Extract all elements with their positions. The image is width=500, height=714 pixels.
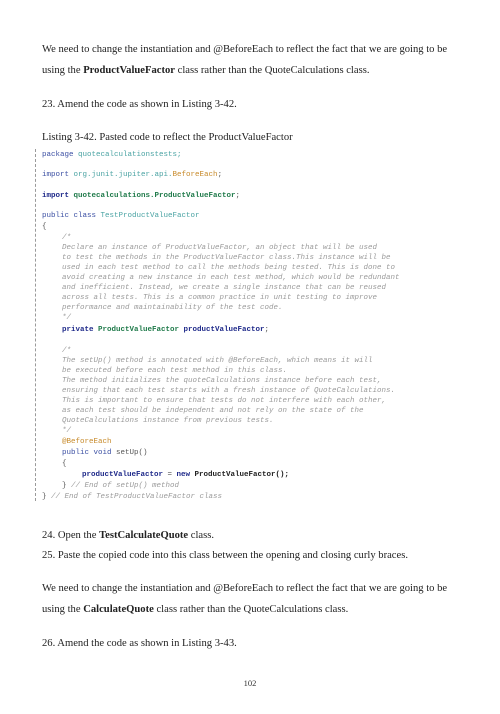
code-comment-line: Declare an instance of ProductValueFactor, an object that will be used <box>62 244 378 252</box>
code-comment-line: used in each test method to call the methods being tested. This is done to <box>62 264 396 272</box>
code-line-class-open: { <box>42 223 47 231</box>
code-comment-line: performance and maintainability of the test code. <box>62 304 283 312</box>
code-comment-line: /* <box>62 234 72 242</box>
code-line-method-decl: public void setUp() <box>62 449 148 457</box>
code-comment-line: across all tests. This is a common practice in unit testing to improve <box>62 294 378 302</box>
step-25: 25. Paste the copied code into this class between the opening and closing curly braces. <box>42 550 408 561</box>
code-comment-line: The method initializes the quoteCalculations instance before each test, <box>62 377 382 385</box>
intro-paragraph-1: We need to change the instantiation and @BeforeEach to reflect the fact that we are going to be using the ProductValueFactor class rather than the QuoteCalculations class. <box>42 44 448 76</box>
listing-caption: Listing 3-42. Pasted code to reflect the ProductValueFactor <box>42 132 293 143</box>
step-23: 23. Amend the code as shown in Listing 3-42. <box>42 99 237 110</box>
code-line-annotation: @BeforeEach <box>62 438 112 446</box>
code-line-import-2: import quotecalculations.ProductValueFactor; <box>42 192 241 200</box>
intro-paragraph-2: We need to change the instantiation and @BeforeEach to reflect the fact that we are going to be using the CalculateQuote class rather than the QuoteCalculations class. <box>42 583 448 615</box>
code-comment-line: QuoteCalculations instance from previous tests. <box>62 417 274 425</box>
code-line-package: package quotecalculationstests; <box>42 151 182 159</box>
code-line-method-open: { <box>62 460 67 468</box>
step-24: 24. Open the TestCalculateQuote class. <box>42 530 215 541</box>
code-comment-line: and inefficient. Instead, we create a single instance that can be reused <box>62 284 387 292</box>
code-comment-line: */ <box>62 314 72 322</box>
code-comment-line: to test the methods in the ProductValueFactor class.This instance will be <box>62 254 391 262</box>
code-line-assignment: productValueFactor = new ProductValueFactor(); <box>82 471 290 479</box>
code-line-class-close: } // End of TestProductValueFactor class <box>42 493 223 501</box>
code-comment-line: */ <box>62 427 72 435</box>
code-line-method-close: } // End of setUp() method <box>62 482 180 490</box>
class-name-bold: TestCalculateQuote <box>99 530 189 541</box>
code-line-class-decl: public class TestProductValueFactor <box>42 212 200 220</box>
code-comment-line: be executed before each test method in this class. <box>62 367 288 375</box>
class-name-bold: ProductValueFactor <box>83 65 176 76</box>
code-comment-line: ensuring that each test starts with a fresh instance of QuoteCalculations. <box>62 387 396 395</box>
code-comment-line: This is important to ensure that tests do not interfere with each other, <box>62 397 387 405</box>
page-number: 102 <box>243 678 257 688</box>
code-comment-line: /* <box>62 347 72 355</box>
code-line-import-1: import org.junit.jupiter.api.BeforeEach; <box>42 171 223 179</box>
code-listing <box>35 149 466 501</box>
code-comment-line: The setUp() method is annotated with @BeforeEach, which means it will <box>62 357 373 365</box>
class-name-bold: CalculateQuote <box>83 604 154 615</box>
code-line-field: private ProductValueFactor productValueFactor; <box>62 326 270 334</box>
step-26: 26. Amend the code as shown in Listing 3-43. <box>42 638 237 649</box>
code-comment-line: avoid creating a new instance in each test method, which would be redundant <box>62 274 400 282</box>
code-comment-line: as each test should be independent and not rely on the state of the <box>62 407 364 415</box>
